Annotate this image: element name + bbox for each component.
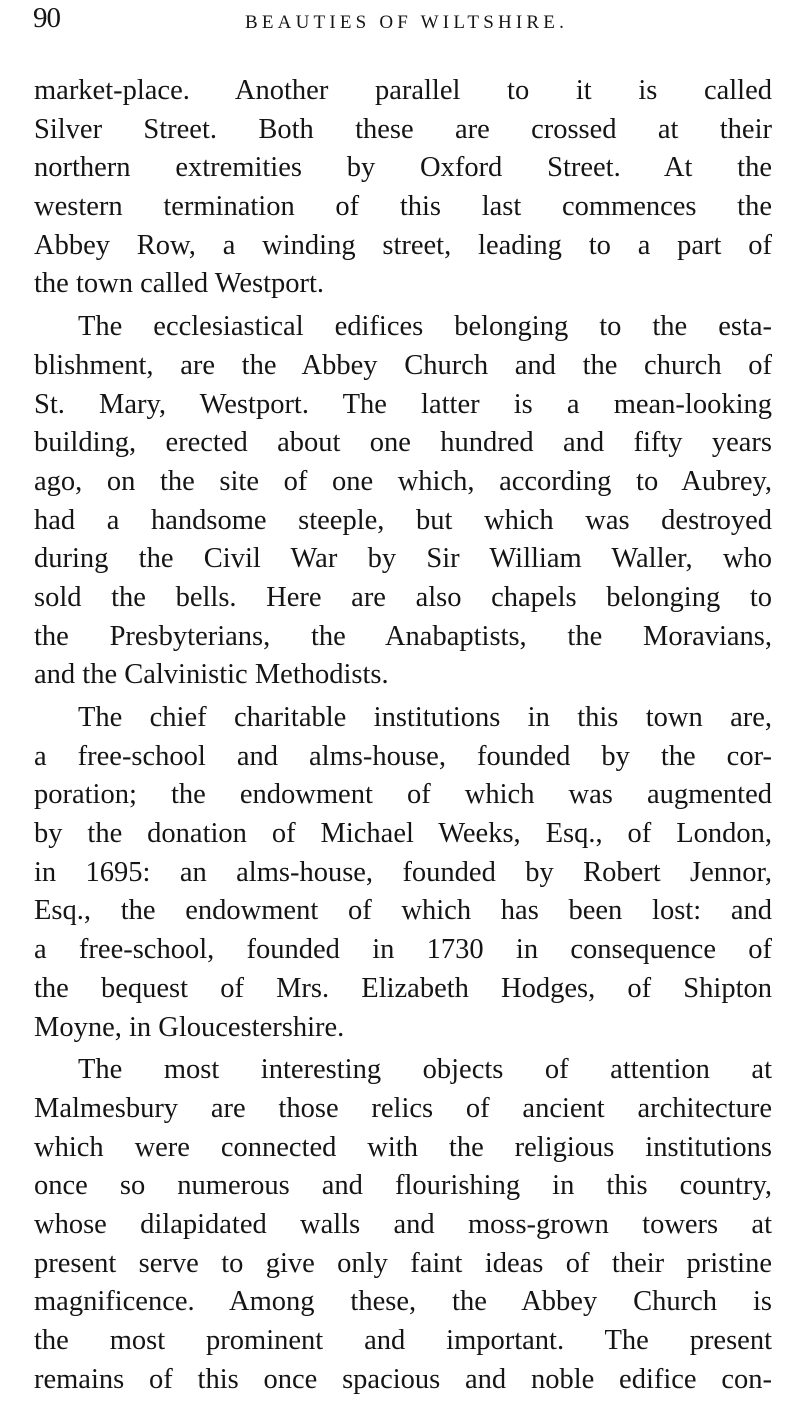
text-line: The most interesting objects of attention at (78, 1054, 772, 1086)
text-line: during the Civil War by Sir William Waller, who (34, 543, 772, 575)
text-line: Malmesbury are those relics of ancient architecture (34, 1092, 772, 1124)
text-line: The ecclesiastical edifices belonging to the esta- (78, 311, 772, 343)
page-number: 90 (33, 2, 60, 34)
text-line: once so numerous and flourishing in this country, (34, 1170, 772, 1202)
text-line: building, erected about one hundred and fifty years (34, 427, 772, 459)
paragraph (34, 308, 772, 695)
text-line: The chief charitable institutions in this town are, (78, 702, 772, 733)
text-line: Abbey Row, a winding street, leading to a part of (34, 229, 772, 261)
text-line: the Presbyterians, the Anabaptists, the Moravians, (34, 620, 772, 652)
paragraph (34, 699, 772, 1047)
text-line: Esq., the endowment of which has been lost: and (34, 895, 772, 927)
text-line: Moyne, in Gloucestershire. (34, 1011, 345, 1043)
text-line: ago, on the site of one which, according to Aubrey, (34, 465, 772, 497)
text-line: had a handsome steeple, but which was destroyed (34, 504, 772, 536)
text-line: St. Mary, Westport. The latter is a mean-looking (34, 388, 772, 420)
text-line: magnificence. Among these, the Abbey Church is (34, 1286, 772, 1318)
text-line: market-place. Another parallel to it is called (34, 75, 772, 106)
text-line: the most prominent and important. The present (34, 1325, 772, 1356)
paragraph (34, 1051, 772, 1399)
paragraph (34, 72, 772, 304)
text-line: and the Calvinistic Methodists. (34, 659, 389, 691)
running-title: BEAUTIES OF WILTSHIRE. (245, 12, 569, 33)
text-line: which were connected with the religious institutions (34, 1131, 772, 1163)
text-line: poration; the endowment of which was augmented (34, 779, 772, 811)
text-line: sold the bells. Here are also chapels belonging to (34, 581, 772, 613)
text-line: by the donation of Michael Weeks, Esq., of London, (34, 818, 772, 850)
text-line: whose dilapidated walls and moss-grown towers at (34, 1208, 772, 1240)
page-body (34, 72, 772, 1403)
text-line: western termination of this last commences the (34, 191, 772, 223)
text-line: the bequest of Mrs. Elizabeth Hodges, of Shipton (34, 972, 772, 1004)
text-line: in 1695: an alms-house, founded by Robert Jennor, (34, 856, 772, 888)
text-line: a free-school and alms-house, founded by the cor- (34, 740, 772, 772)
text-line: remains of this once spacious and noble edifice con- (34, 1363, 772, 1395)
text-line: northern extremities by Oxford Street. At the (34, 152, 772, 184)
text-line: Silver Street. Both these are crossed at their (34, 113, 772, 145)
page-header (33, 2, 773, 42)
text-line: present serve to give only faint ideas of their pristine (34, 1247, 772, 1279)
text-line: a free-school, founded in 1730 in consequence of (34, 934, 772, 966)
text-line: the town called Westport. (34, 268, 325, 300)
text-line: blishment, are the Abbey Church and the church of (34, 349, 772, 381)
